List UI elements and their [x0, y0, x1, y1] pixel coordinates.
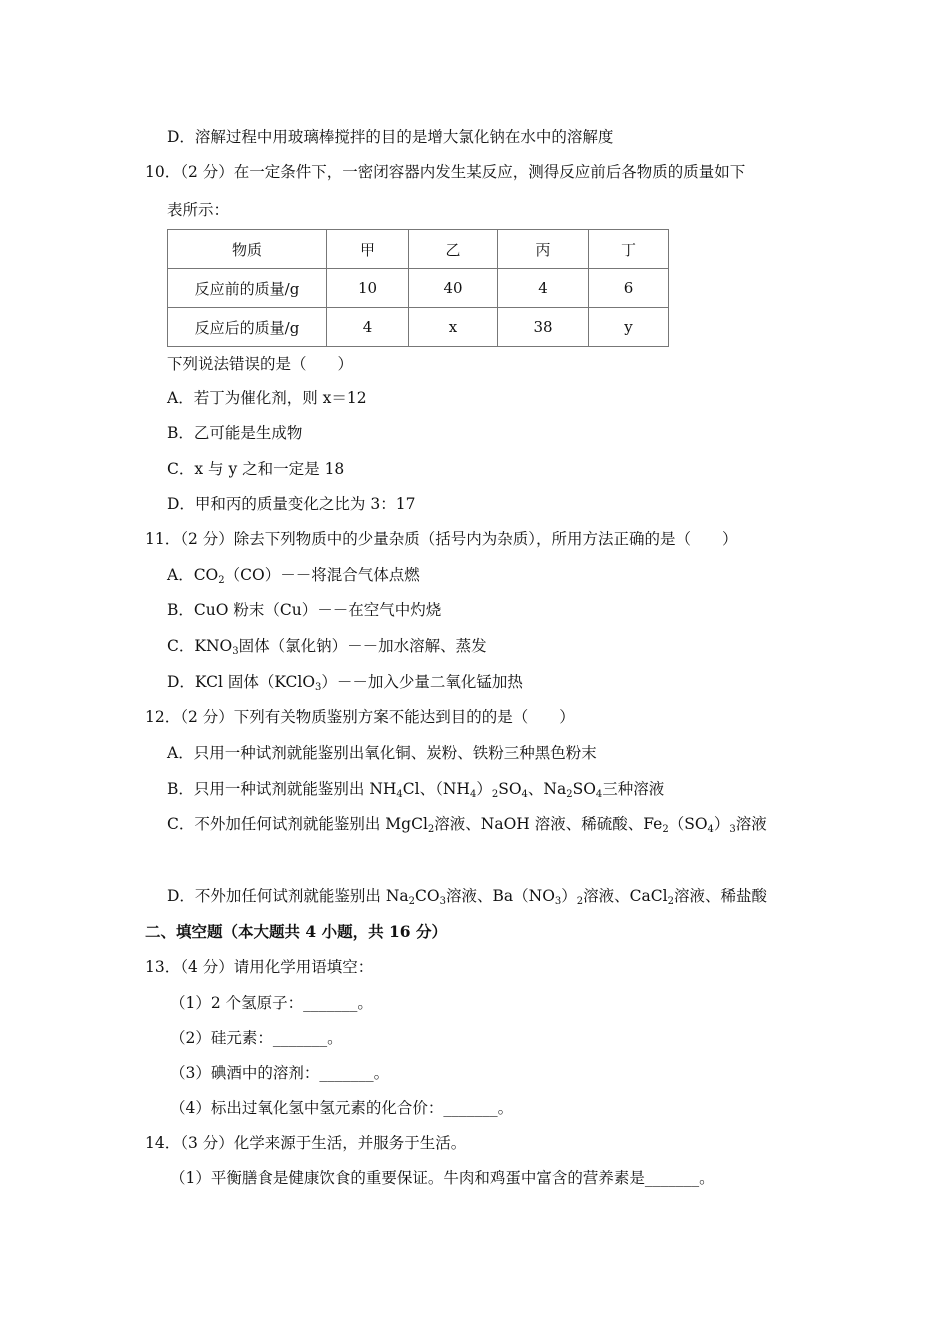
table-header-cell: 物质: [168, 230, 327, 269]
q10-option-a: A．若丁为催化剂，则 x＝12: [167, 389, 367, 407]
q10-option-c: C．x 与 y 之和一定是 18: [167, 460, 345, 478]
table-cell: 10: [327, 269, 409, 308]
q13-stem: 13．（4 分）请用化学用语填空：: [145, 958, 374, 976]
table-cell: 6: [589, 269, 669, 308]
table-cell: x: [409, 308, 498, 347]
table-cell: y: [589, 308, 669, 347]
q14-stem: 14．（3 分）化学来源于生活，并服务于生活。: [145, 1134, 467, 1152]
q12-stem: 12．（2 分）下列有关物质鉴别方案不能达到目的的是（ ）: [145, 708, 575, 726]
q11-option-b: B．CuO 粉末（Cu）－－在空气中灼烧: [167, 601, 442, 619]
table-header-cell: 乙: [409, 230, 498, 269]
q10-question: 下列说法错误的是（ ）: [167, 355, 354, 373]
q13-item-4: （4）标出过氧化氢中氢元素的化合价：_______。: [170, 1099, 514, 1117]
q9-option-d: D．溶解过程中用玻璃棒搅拌的目的是增大氯化钠在水中的溶解度: [167, 128, 614, 146]
q10-stem-continued: 表所示：: [167, 201, 230, 219]
section-heading-fill-in: 二、填空题（本大题共 4 小题，共 16 分）: [145, 922, 447, 941]
q11-option-c: C．$KNO_3$固体（氯化钠）－－加水溶解、蒸发: [167, 637, 487, 657]
table-header-cell: 甲: [327, 230, 409, 269]
q12-option-c: C．不外加任何试剂就能鉴别出 MgCl$_2$溶液、NaOH 溶液、稀硫酸、$Fe_2(SO_4)_3$溶液: [167, 815, 767, 835]
table-cell: 反应前的质量/g: [168, 269, 327, 308]
q13-item-1: （1）2 个氢原子：_______。: [170, 994, 373, 1012]
table-header-cell: 丙: [498, 230, 589, 269]
q10-option-b: B．乙可能是生成物: [167, 424, 303, 442]
q14-item-1: （1）平衡膳食是健康饮食的重要保证。牛肉和鸡蛋中富含的营养素是_______。: [170, 1169, 715, 1187]
q12-option-d: D．不外加任何试剂就能鉴别出 $Na_2CO_3$溶液、$Ba(NO_3)_2$溶液、CaCl$_2$溶液、稀盐酸: [167, 887, 767, 907]
table-header-cell: 丁: [589, 230, 669, 269]
table-cell: 4: [327, 308, 409, 347]
q12-option-a: A．只用一种试剂就能鉴别出氧化铜、炭粉、铁粉三种黑色粉末: [167, 744, 597, 762]
q13-item-3: （3）碘酒中的溶剂：_______。: [170, 1064, 390, 1082]
table-cell: 反应后的质量/g: [168, 308, 327, 347]
q11-stem: 11．（2 分）除去下列物质中的少量杂质（括号内为杂质），所用方法正确的是（ ）: [145, 530, 738, 548]
table-cell: 4: [498, 269, 589, 308]
q10-stem: 10．（2 分）在一定条件下，一密闭容器内发生某反应，测得反应前后各物质的质量如下: [145, 163, 746, 181]
q12-option-b: B．只用一种试剂就能鉴别出 $NH_4Cl$、$(NH_4)_2SO_4$、$Na_2SO_4$三种溶液: [167, 780, 665, 800]
q11-option-d: D．KCl 固体（KClO$_3$）－－加入少量二氧化锰加热: [167, 673, 523, 693]
table-row: [168, 269, 669, 308]
q13-item-2: （2）硅元素：_______。: [170, 1029, 343, 1047]
table-cell: 38: [498, 308, 589, 347]
table-row: [168, 308, 669, 347]
table-header-row: [168, 230, 669, 269]
q10-mass-table: [167, 229, 669, 347]
q11-option-a: A．$CO_2(CO)--$将混合气体点燃: [167, 566, 420, 586]
table-cell: 40: [409, 269, 498, 308]
q10-option-d: D．甲和丙的质量变化之比为 3：17: [167, 495, 416, 513]
